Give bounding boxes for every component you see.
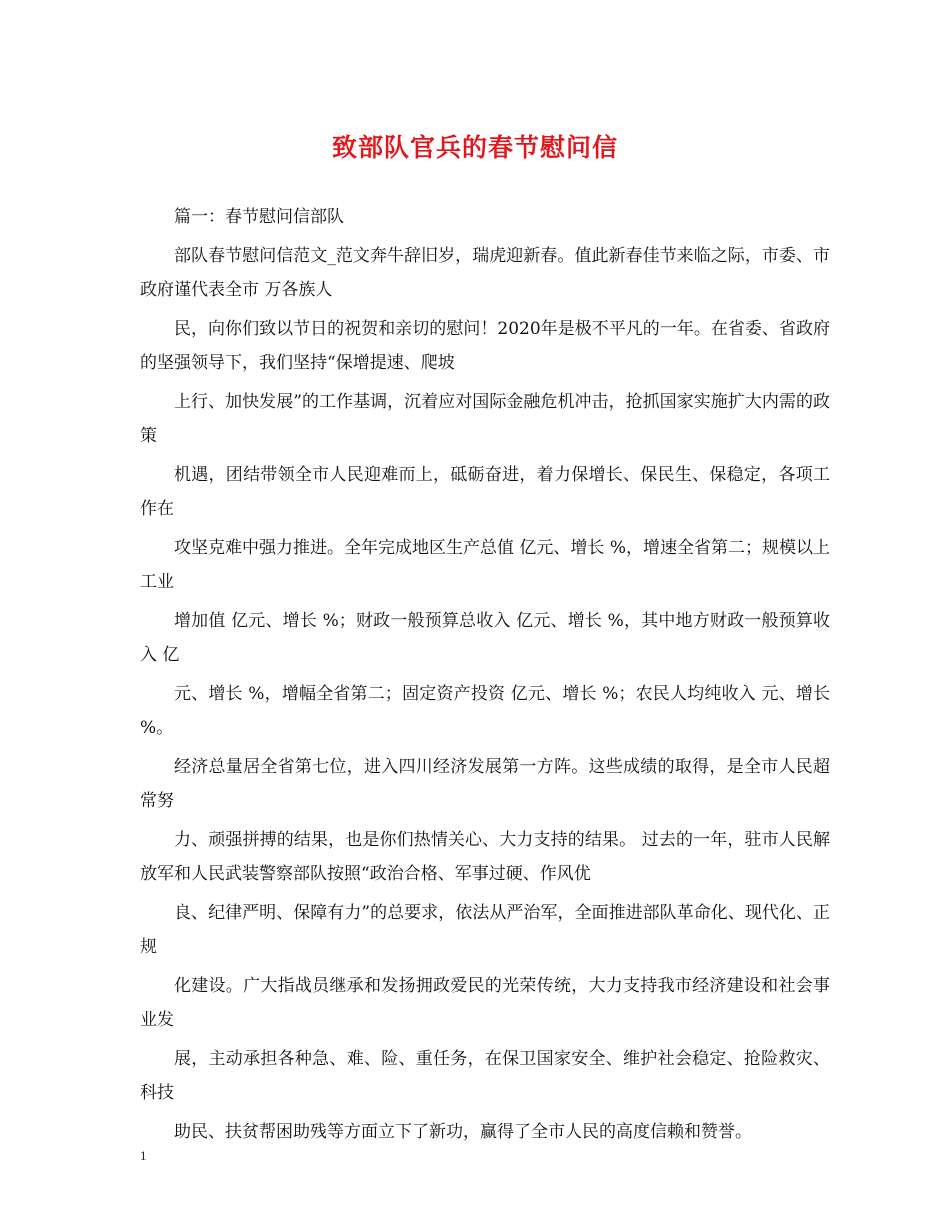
paragraph: 篇一：春节慰问信部队 [174, 207, 344, 227]
paragraph: 部队春节慰问信范文_范文奔牛辞旧岁，瑞虎迎新春。值此新春佳节来临之际，市委、市政府谨代表全市 万各族人 [140, 246, 830, 300]
paragraph: 助民、扶贫帮困助残等方面立下了新功，赢得了全市人民的高度信赖和赞誉。 [174, 1122, 752, 1142]
document-body [140, 200, 830, 1154]
paragraph: 民，向你们致以节日的祝贺和亲切的慰问！2020年是极不平凡的一年。在省委、省政府的坚强领导下，我们坚持“保增提速、爬坡 [140, 319, 830, 373]
paragraph: 力、顽强拼搏的结果，也是你们热情关心、大力支持的结果。 过去的一年，驻市人民解放军和人民武装警察部队按照“政治合格、军事过硬、作风优 [140, 830, 830, 884]
paragraph: 化建设。广大指战员继承和发扬拥政爱民的光荣传统，大力支持我市经济建设和社会事业发 [140, 976, 830, 1030]
paragraph: 上行、加快发展”的工作基调，沉着应对国际金融危机冲击，抢抓国家实施扩大内需的政策 [140, 392, 830, 446]
paragraph: 攻坚克难中强力推进。全年完成地区生产总值 亿元、增长 %，增速全省第二；规模以上工业 [140, 538, 830, 592]
document-title: 致部队官兵的春节慰问信 [331, 133, 618, 162]
paragraph: 元、增长 %，增幅全省第二；固定资产投资 亿元、增长 %；农民人均纯收入 元、增长 %。 [140, 684, 830, 738]
page-number: 1 [140, 1148, 147, 1163]
paragraph: 展，主动承担各种急、难、险、重任务，在保卫国家安全、维护社会稳定、抢险救灾、科技 [140, 1049, 830, 1103]
paragraph: 增加值 亿元、增长 %；财政一般预算总收入 亿元、增长 %，其中地方财政一般预算收入 亿 [140, 611, 830, 665]
paragraph: 机遇，团结带领全市人民迎难而上，砥砺奋进，着力保增长、保民生、保稳定，各项工作在 [140, 465, 830, 519]
paragraph: 经济总量居全省第七位，进入四川经济发展第一方阵。这些成绩的取得，是全市人民超常努 [140, 757, 830, 811]
paragraph: 良、纪律严明、保障有力”的总要求，依法从严治军，全面推进部队革命化、现代化、正规 [140, 903, 830, 957]
